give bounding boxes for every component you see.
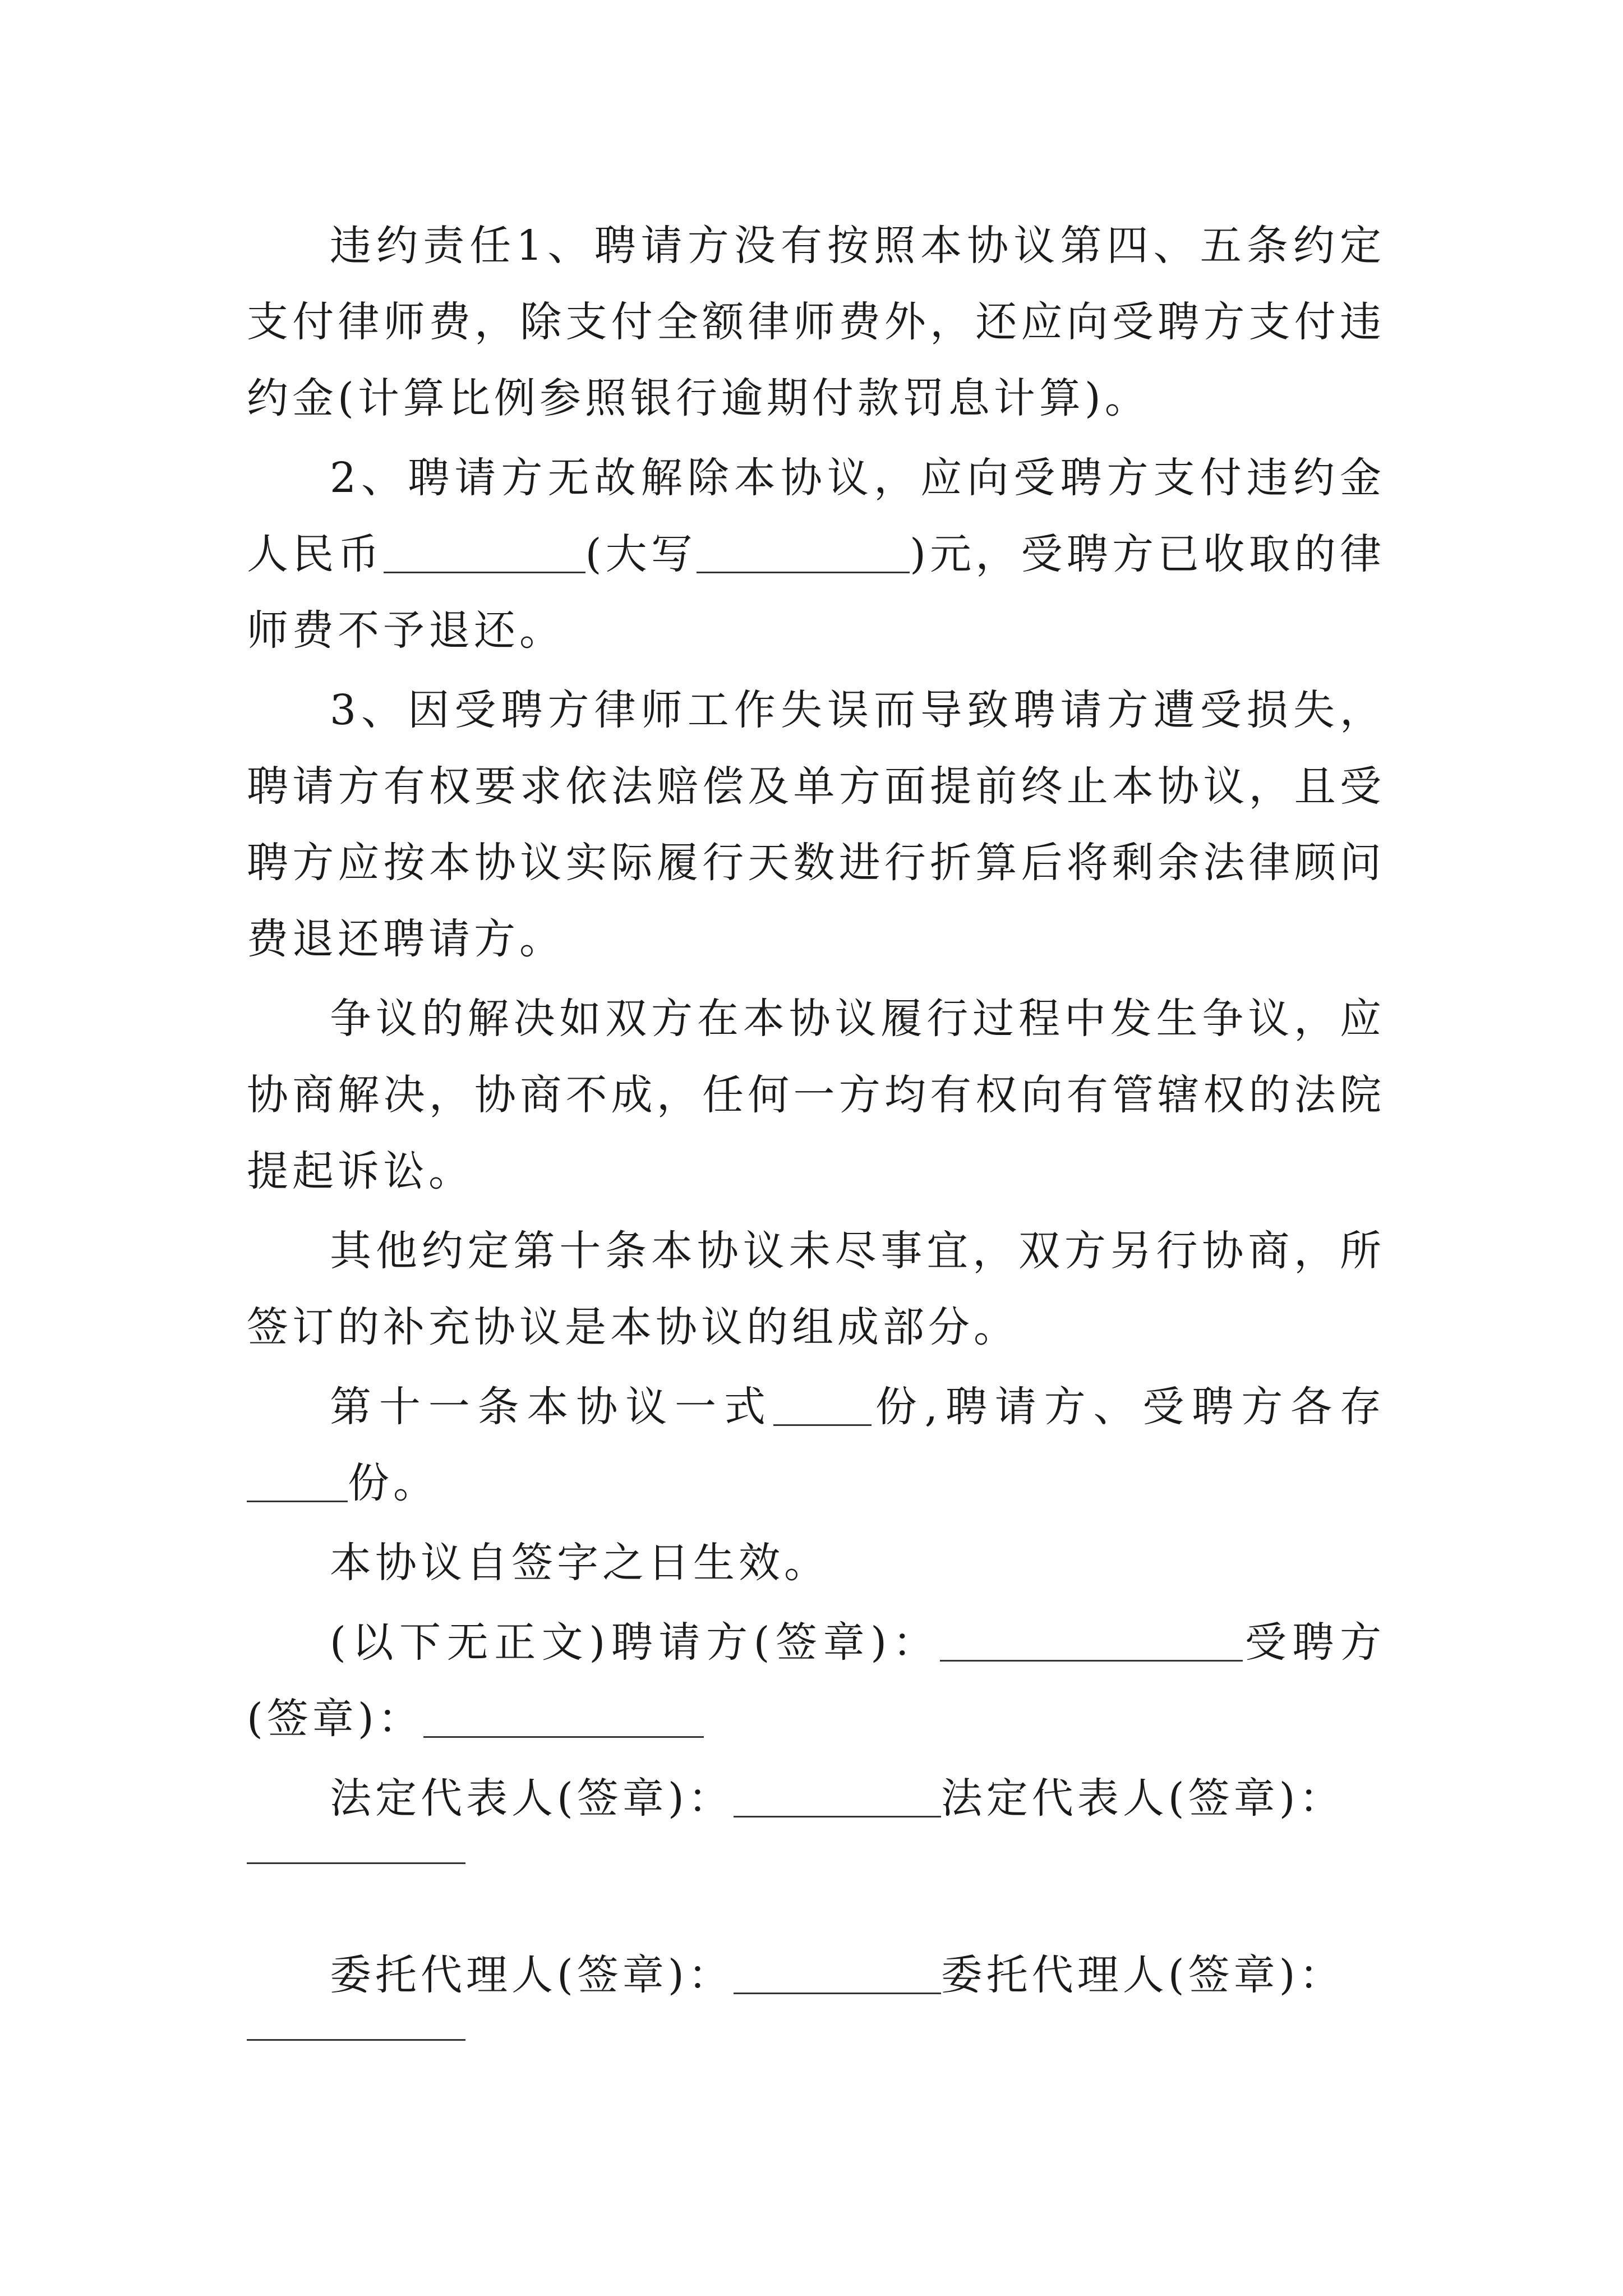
effective-clause: 本协议自签字之日生效。 — [330, 1539, 829, 1587]
total-copies-blank — [773, 1383, 872, 1426]
employee-signature-label: 受聘方(签章)： — [247, 1618, 1386, 1743]
agent-label-2: 委托代理人(签章)： — [940, 1951, 1345, 1999]
amount-uppercase-blank — [697, 530, 910, 573]
dispute-resolution-clause: 争议的解决如双方在本协议履行过程中发生争议，应协商解决，协商不成，任何一方均有权向有管辖权的法院提起诉讼。 — [247, 995, 1385, 1195]
breach-liability-clause-1: 违约责任1、聘请方没有按照本协议第四、五条约定支付律师费，除支付全额律师费外，还应向受聘方支付违约金(计算比例参照银行逾期付款罚息计算)。 — [247, 222, 1385, 422]
clause-2-text-a: 2、聘请方无故解除本协议，应向受聘方支付违约金人民币 — [247, 454, 1385, 578]
agent-line — [247, 1937, 1385, 2013]
copies-clause — [247, 1369, 1385, 1521]
legal-rep-blank-2 — [247, 1840, 465, 1864]
clause-2-text-b: (大写 — [585, 530, 697, 578]
legal-representative-line — [247, 1760, 1385, 1837]
copies-text-a: 第十一条本协议一式 — [330, 1383, 773, 1431]
breach-liability-clause-2 — [247, 440, 1385, 669]
other-agreements-clause: 其他约定第十条本协议未尽事宜，双方另行协商，所签订的补充协议是本协议的组成部分。 — [247, 1227, 1385, 1351]
each-copies-blank — [247, 1459, 348, 1502]
employer-signature-label: (以下无正文)聘请方(签章)： — [330, 1618, 940, 1667]
amount-blank — [384, 530, 585, 573]
signature-parties-line — [247, 1604, 1385, 1757]
agent-label-1: 委托代理人(签章)： — [330, 1951, 734, 1999]
legal-rep-label-2: 法定代表人(签章)： — [940, 1774, 1345, 1823]
agent-blank-2 — [247, 2017, 465, 2041]
employer-signature-blank — [940, 1618, 1243, 1662]
clause-2-text-c: )元，受聘方已收取的律师费不予退还。 — [247, 530, 1385, 655]
agent-blank-1 — [734, 1951, 941, 1994]
employee-signature-blank — [423, 1695, 704, 1738]
legal-rep-label-1: 法定代表人(签章)： — [330, 1774, 734, 1823]
document-body — [247, 208, 1385, 2114]
breach-liability-clause-3: 3、因受聘方律师工作失误而导致聘请方遭受损失，聘请方有权要求依法赔偿及单方面提前终止本协议，且受聘方应按本协议实际履行天数进行折算后将剩余法律顾问费退还聘请方。 — [247, 686, 1385, 963]
copies-text-b: 份,聘请方、受聘方各存 — [871, 1383, 1386, 1431]
legal-rep-blank-1 — [734, 1774, 941, 1818]
copies-text-c: 份。 — [348, 1459, 439, 1507]
